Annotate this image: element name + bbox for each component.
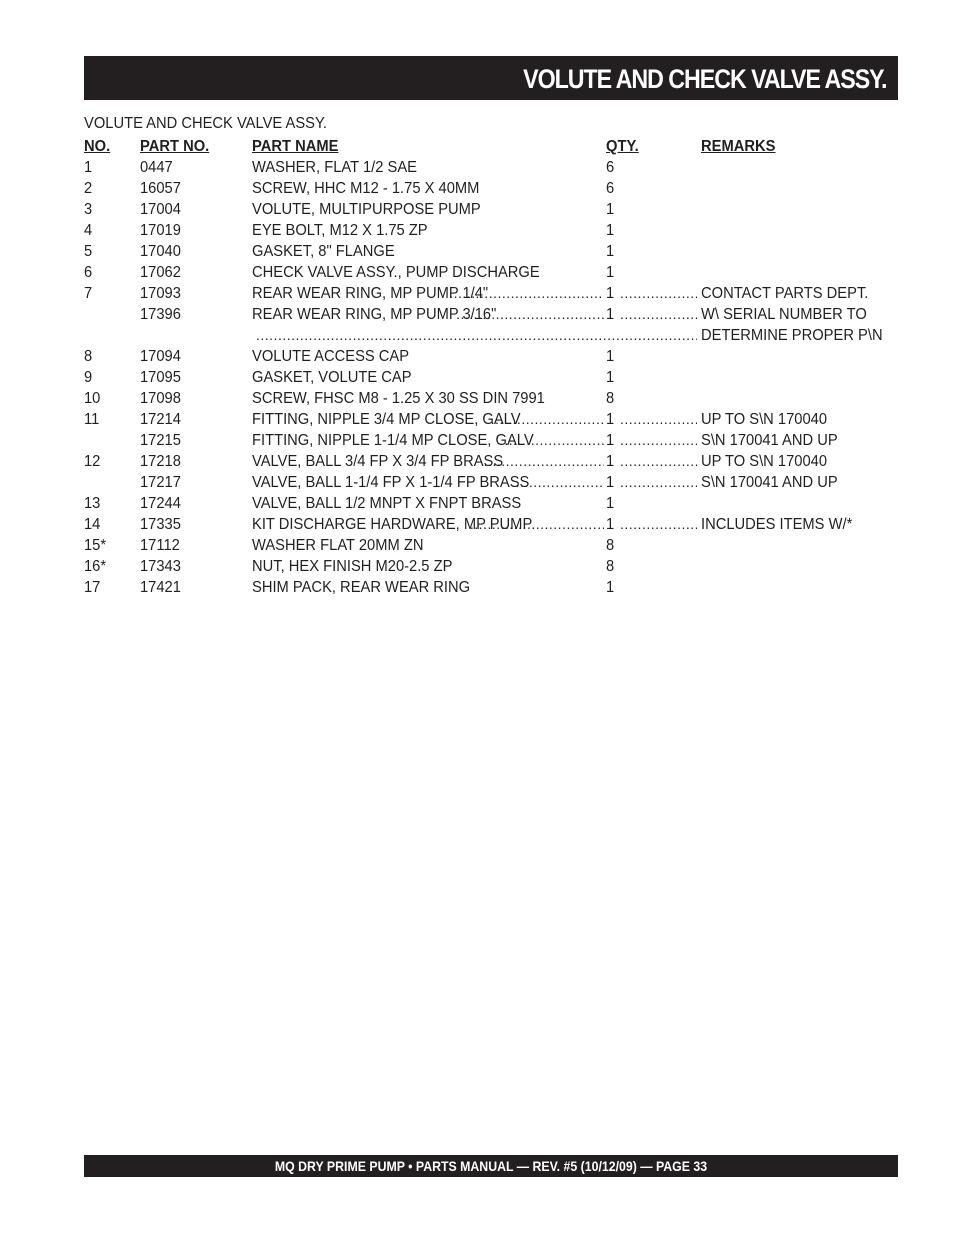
table-body [84,157,898,598]
quantity: 1 [606,516,615,533]
part-name: VOLUTE ACCESS CAP [252,348,410,365]
part-number: 17095 [140,369,181,386]
table-row [84,262,898,283]
part-name: GASKET, VOLUTE CAP [252,369,412,386]
footer-text: MQ DRY PRIME PUMP • PARTS MANUAL — REV. #5 (10/12/09) — PAGE 33 [274,1158,708,1174]
column-header-part-no: PART NO. [140,138,210,155]
part-number: 17343 [140,558,181,575]
table-header-row [84,136,898,157]
quantity: 1 [606,432,615,449]
item-number: 4 [84,222,93,239]
remarks: DETERMINE PROPER P\N [701,327,883,344]
table-row [84,304,898,325]
page-header-bar [84,56,898,100]
part-name: REAR WEAR RING, MP PUMP 3/16" [252,306,497,323]
part-number: 17214 [140,411,181,428]
part-name: SHIM PACK, REAR WEAR RING [252,579,471,596]
table-row [84,556,898,577]
table-row [84,514,898,535]
part-name: REAR WEAR RING, MP PUMP 1/4" [252,285,489,302]
quantity: 1 [606,201,615,218]
item-number: 9 [84,369,93,386]
dot-leader [620,451,697,472]
item-number: 3 [84,201,93,218]
part-number: 17217 [140,474,181,491]
part-name: VOLUTE, MULTIPURPOSE PUMP [252,201,481,218]
dot-leader [620,304,697,325]
quantity: 1 [606,243,615,260]
table-row [84,241,898,262]
part-number: 17093 [140,285,181,302]
table-row [84,325,898,346]
part-number: 16057 [140,180,181,197]
quantity: 1 [606,579,615,596]
dot-leader [620,430,697,451]
quantity: 1 [606,285,615,302]
table-row [84,388,898,409]
part-name: WASHER, FLAT 1/2 SAE [252,159,417,176]
part-number: 17421 [140,579,181,596]
part-name: GASKET, 8" FLANGE [252,243,395,260]
quantity: 1 [606,264,615,281]
column-header-remarks: REMARKS [701,138,776,155]
quantity: 1 [606,474,615,491]
dot-leader [256,325,697,346]
part-name: EYE BOLT, M12 X 1.75 ZP [252,222,428,239]
remarks: S\N 170041 AND UP [701,432,838,449]
dot-leader [504,430,604,451]
part-number: 17062 [140,264,181,281]
column-header-part-name: PART NAME [252,138,339,155]
column-header-qty: QTY. [606,138,639,155]
column-header-no: NO. [84,138,111,155]
part-number: 17244 [140,495,181,512]
quantity: 1 [606,495,615,512]
quantity: 8 [606,558,615,575]
part-name: WASHER FLAT 20MM ZN [252,537,424,554]
quantity: 1 [606,306,615,323]
table-row [84,409,898,430]
dot-leader [620,409,697,430]
part-number: 0447 [140,159,173,176]
part-name: SCREW, HHC M12 - 1.75 X 40MM [252,180,480,197]
remarks: UP TO S\N 170040 [701,453,828,470]
quantity: 6 [606,180,615,197]
part-name: FITTING, NIPPLE 1-1/4 MP CLOSE, GALV [252,432,534,449]
remarks: INCLUDES ITEMS W/* [701,516,853,533]
item-number: 17 [84,579,101,596]
part-name: VALVE, BALL 1/2 MNPT X FNPT BRASS [252,495,522,512]
quantity: 1 [606,348,615,365]
table-row [84,451,898,472]
dot-leader [484,451,604,472]
item-number: 6 [84,264,93,281]
part-name: SCREW, FHSC M8 - 1.25 X 30 SS DIN 7991 [252,390,545,407]
dot-leader [620,283,697,304]
table-row [84,346,898,367]
quantity: 6 [606,159,615,176]
item-number: 15* [84,537,107,554]
part-number: 17112 [140,537,180,554]
table-row [84,283,898,304]
item-number: 10 [84,390,101,407]
part-name: VALVE, BALL 3/4 FP X 3/4 FP BRASS [252,453,504,470]
remarks: W\ SERIAL NUMBER TO [701,306,867,323]
quantity: 8 [606,537,615,554]
part-name: CHECK VALVE ASSY., PUMP DISCHARGE [252,264,540,281]
part-number: 17215 [140,432,181,449]
page-footer-bar [84,1155,898,1177]
quantity: 1 [606,222,615,239]
item-number: 2 [84,180,93,197]
part-name: KIT DISCHARGE HARDWARE, MP PUMP [252,516,533,533]
table-row [84,472,898,493]
item-number: 14 [84,516,101,533]
page-title: VOLUTE AND CHECK VALVE ASSY. [522,64,886,94]
table-row [84,220,898,241]
remarks: S\N 170041 AND UP [701,474,838,491]
item-number: 1 [84,159,93,176]
remarks: CONTACT PARTS DEPT. [701,285,869,302]
dot-leader [456,304,604,325]
table-row [84,535,898,556]
item-number: 7 [84,285,93,302]
part-number: 17396 [140,306,181,323]
item-number: 13 [84,495,101,512]
dot-leader [449,283,604,304]
part-number: 17218 [140,453,181,470]
part-number: 17004 [140,201,181,218]
dot-leader [491,409,604,430]
quantity: 1 [606,369,615,386]
dot-leader [620,472,697,493]
part-number: 17094 [140,348,181,365]
part-name: NUT, HEX FINISH M20-2.5 ZP [252,558,453,575]
quantity: 1 [606,411,615,428]
table-row [84,199,898,220]
dot-leader [620,514,697,535]
quantity: 8 [606,390,615,407]
item-number: 16* [84,558,107,575]
dot-leader [511,472,604,493]
dot-leader [470,514,604,535]
table-row [84,367,898,388]
part-name: FITTING, NIPPLE 3/4 MP CLOSE, GALV [252,411,521,428]
item-number: 11 [84,411,100,428]
part-number: 17040 [140,243,181,260]
remarks: UP TO S\N 170040 [701,411,828,428]
table-row [84,577,898,598]
part-name: VALVE, BALL 1-1/4 FP X 1-1/4 FP BRASS [252,474,530,491]
item-number: 8 [84,348,93,365]
table-row [84,493,898,514]
parts-table [84,136,898,598]
table-row [84,178,898,199]
part-number: 17335 [140,516,181,533]
section-label: VOLUTE AND CHECK VALVE ASSY. [84,115,327,132]
table-row [84,430,898,451]
item-number: 5 [84,243,93,260]
quantity: 1 [606,453,615,470]
part-number: 17019 [140,222,181,239]
part-number: 17098 [140,390,181,407]
item-number: 12 [84,453,101,470]
table-row [84,157,898,178]
